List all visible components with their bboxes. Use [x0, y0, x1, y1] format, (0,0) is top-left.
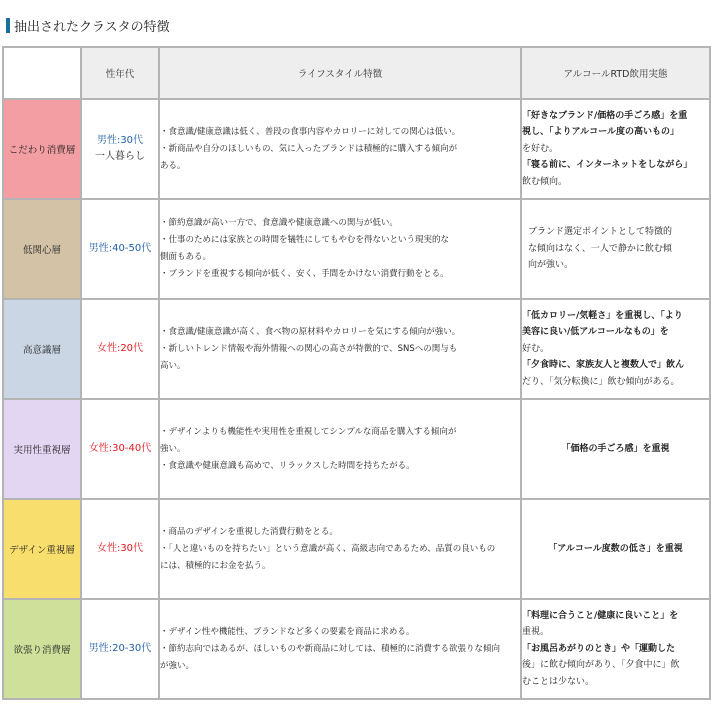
alcohol-line: 重視。	[522, 627, 550, 638]
table-row	[3, 99, 710, 199]
alcohol-line: 「好きなブランド/価格の手ごろ感」を重	[522, 110, 688, 121]
alcohol-line: 「料理に合うこと/健康に良いこと」を	[522, 610, 679, 621]
section-title	[6, 16, 170, 34]
cluster-age	[81, 399, 159, 499]
alcohol-line: 「低カロリー/気軽さ」を重視し、「より	[522, 310, 683, 321]
title-accent-bar	[6, 18, 10, 33]
lifestyle-line: 強い。	[160, 443, 186, 454]
alcohol-line: むことは少ない。	[522, 676, 595, 687]
alcohol-line: な傾向はなく、一人で静かに飲む傾	[528, 243, 672, 254]
alcohol-line: 「夕食時に、家族友人と複数人で」飲ん	[522, 360, 685, 371]
alcohol-line: 「価格の手ごろ感」を重視	[561, 443, 670, 454]
cluster-alcohol	[521, 99, 710, 199]
lifestyle-line: ・食意識/健康意識が高く、食べ物の原材料やカロリーを気にする傾向が強い。	[160, 326, 461, 337]
cluster-lifestyle	[159, 399, 521, 499]
cluster-age	[81, 299, 159, 399]
header-alcohol: アルコールRTD飲用実態	[521, 47, 710, 99]
table-row	[3, 599, 710, 699]
cluster-alcohol	[521, 199, 710, 299]
cluster-age	[81, 599, 159, 699]
lifestyle-line: ・ブランドを重視する傾向が低く、安く、手間をかけない消費行動をとる。	[160, 269, 449, 279]
alcohol-line: を好む。	[522, 143, 559, 154]
cluster-table	[2, 46, 711, 700]
lifestyle-line: 側面もある。	[160, 252, 212, 262]
alcohol-line: 視し、「よりアルコール度の高いもの」	[522, 127, 679, 138]
table-row	[3, 199, 710, 299]
lifestyle-line: ・商品のデザインを重視した消費行動をとる。	[160, 526, 338, 537]
gender-age: 女性:30代	[96, 543, 144, 554]
lifestyle-line: ・節約意識が高い一方で、食意識や健康意識への関与が低い。	[160, 218, 398, 228]
alcohol-line: 後」に飲む傾向があり、「夕食中に」飲	[522, 660, 680, 671]
alcohol-line: だり、「気分転換に」飲む傾向がある。	[522, 376, 680, 387]
alcohol-line: 飲む傾向。	[522, 176, 568, 187]
alcohol-line: 「寝る前に、インターネットをしながら」	[522, 160, 693, 171]
cluster-lifestyle	[159, 499, 521, 599]
table-row	[3, 499, 710, 599]
lifestyle-line: には、積極的にお金を払う。	[160, 560, 271, 571]
alcohol-line: 向が強い。	[528, 260, 574, 271]
alcohol-line: 美容に良い/低アルコールなもの」を	[522, 327, 669, 338]
cluster-lifestyle	[159, 599, 521, 699]
cluster-alcohol	[521, 399, 710, 499]
gender-age: 男性:40-50代	[88, 243, 152, 254]
cluster-lifestyle	[159, 199, 521, 299]
header-lifestyle: ライフスタイル特徴	[159, 47, 521, 99]
lifestyle-line: ある。	[160, 160, 186, 171]
cluster-age	[81, 99, 159, 199]
header-age: 性年代	[81, 47, 159, 99]
lifestyle-line: ・「人と違いものを持ちたい」という意識が高く、高級志向であるため、品質の良いもの	[160, 543, 496, 554]
gender-age: 女性:30-40代	[88, 443, 152, 454]
cluster-age	[81, 499, 159, 599]
cluster-name: 低関心層	[3, 199, 81, 299]
lifestyle-line: ・食意識/健康意識は低く、普段の食事内容やカロリーに対しての関心は低い。	[160, 126, 461, 137]
cluster-name: デザイン重視層	[3, 499, 81, 599]
cluster-name: 欲張り消費層	[3, 599, 81, 699]
header-blank	[3, 47, 81, 99]
lifestyle-line: ・仕事のためには家族との時間を犠牲にしてもやむを得ないという現実的な	[160, 235, 450, 245]
alcohol-line: 「アルコール度数の低さ」を重視	[548, 543, 683, 554]
section-title-text: 抽出されたクラスタの特徴	[14, 19, 170, 35]
age-sub: 一人暮らし	[95, 151, 145, 162]
lifestyle-line: ・新商品や自分のほしいもの、気に入ったブランドは積極的に購入する傾向が	[160, 143, 458, 154]
cluster-name: 高意識層	[3, 299, 81, 399]
gender-age: 男性:20-30代	[88, 643, 152, 654]
alcohol-line: ブランド選定ポイントとして特徴的	[528, 227, 673, 238]
alcohol-line: 好む。	[522, 343, 550, 354]
cluster-alcohol	[521, 599, 710, 699]
cluster-alcohol	[521, 499, 710, 599]
lifestyle-line: ・新しいトレンド情報や海外情報への関心の高さが特徴的で、SNSへの関与も	[160, 343, 458, 354]
lifestyle-line: が強い。	[160, 660, 195, 671]
cluster-lifestyle	[159, 99, 521, 199]
table-header-row	[3, 47, 710, 99]
cluster-name: 実用性重視層	[3, 399, 81, 499]
cluster-lifestyle	[159, 299, 521, 399]
lifestyle-line: ・デザインよりも機能性や実用性を重視してシンプルな商品を購入する傾向が	[160, 426, 457, 437]
cluster-name: こだわり消費層	[3, 99, 81, 199]
lifestyle-line: 高い。	[160, 360, 186, 371]
cluster-age	[81, 199, 159, 299]
gender-age: 女性:20代	[96, 343, 144, 354]
cluster-alcohol	[521, 299, 710, 399]
alcohol-line: 「お風呂あがりのとき」や「運動した	[522, 643, 676, 654]
table-row	[3, 299, 710, 399]
lifestyle-line: ・食意識や健康意識も高めで、リラックスした時間を持ちたがる。	[160, 460, 415, 471]
gender-age: 男性:30代	[96, 135, 144, 146]
lifestyle-line: ・節約志向ではあるが、ほしいものや新商品に対しては、積極的に消費する欲張りな傾向	[160, 643, 501, 654]
table-row	[3, 399, 710, 499]
lifestyle-line: ・デザイン性や機能性、ブランドなど多くの要素を商品に求める。	[160, 626, 415, 637]
